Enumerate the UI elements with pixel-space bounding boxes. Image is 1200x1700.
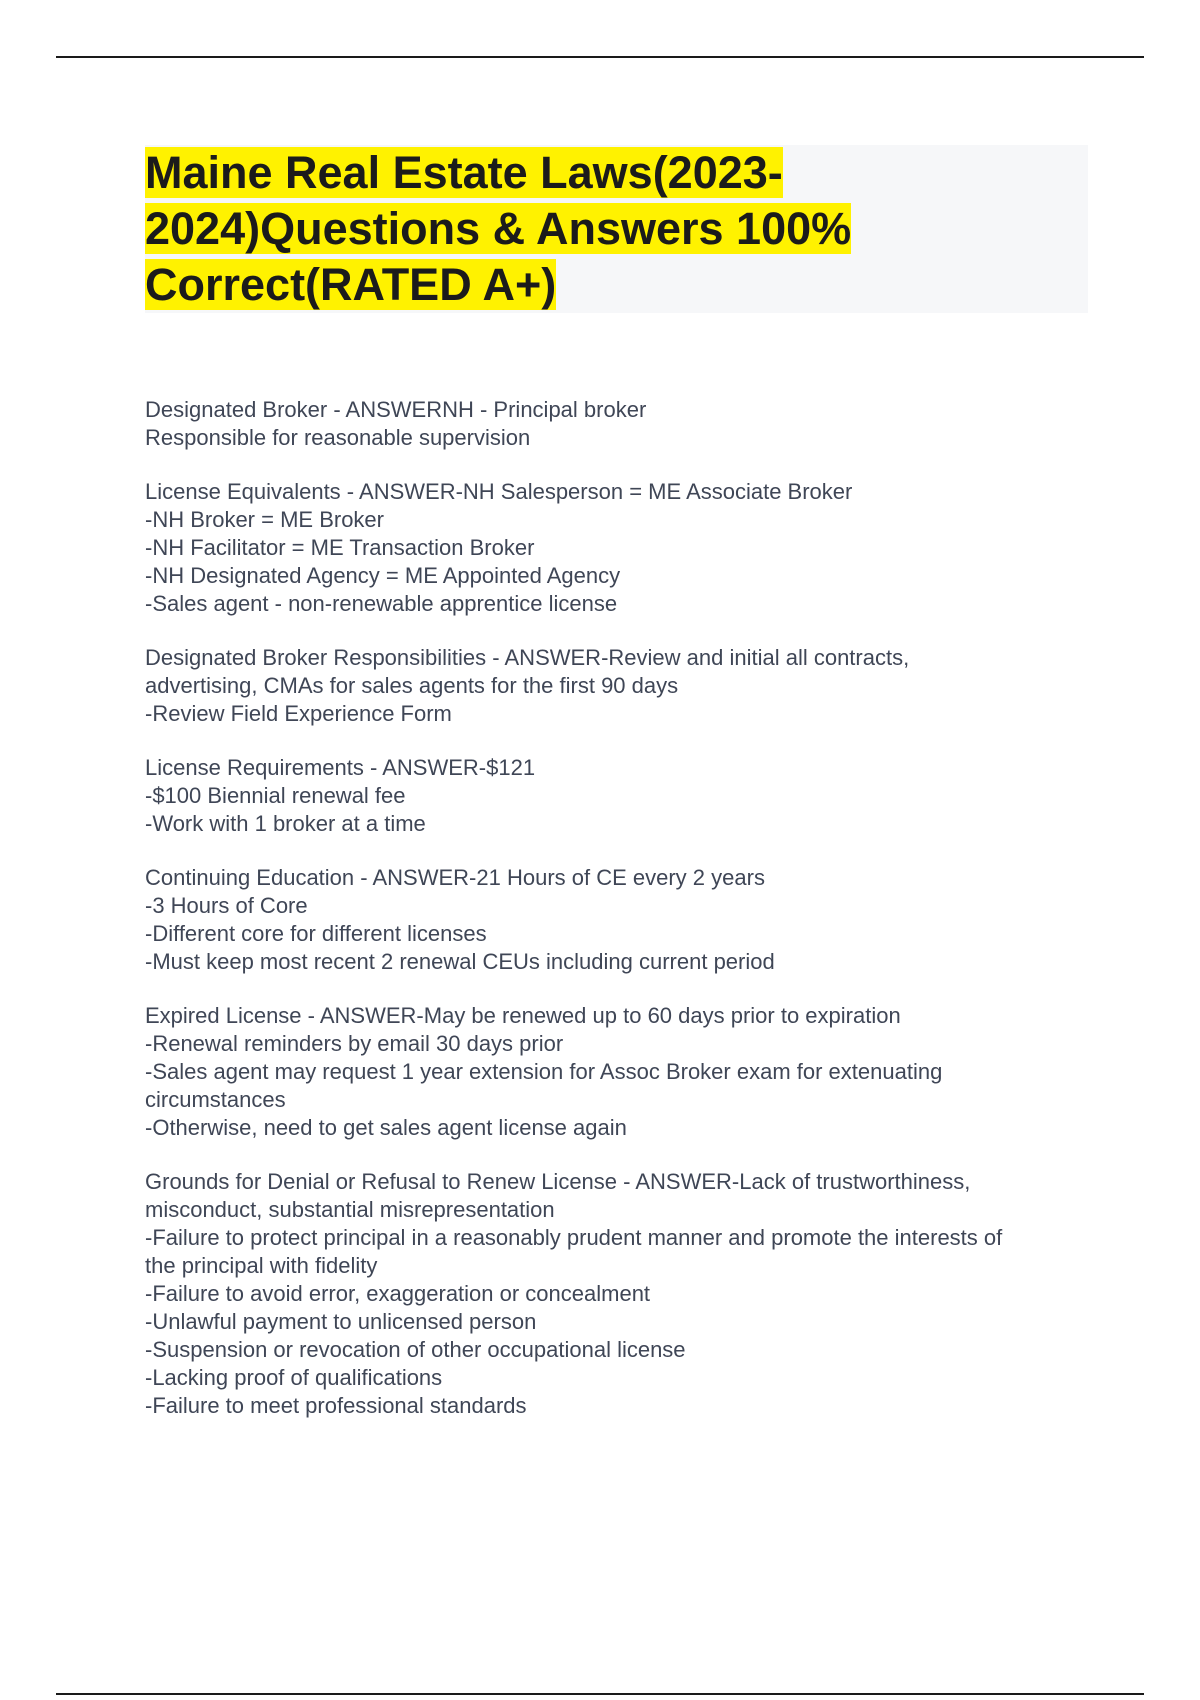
qa-answer-line: -NH Facilitator = ME Transaction Broker xyxy=(145,535,535,560)
qa-answer-line: -Renewal reminders by email 30 days prior xyxy=(145,1031,564,1056)
qa-entry xyxy=(145,396,1095,452)
qa-answer-line: -Failure to meet professional standards xyxy=(145,1393,527,1418)
document-title xyxy=(145,145,1088,313)
title-line: 2024)Questions & Answers 100% xyxy=(145,203,852,254)
qa-answer-line: -Must keep most recent 2 renewal CEUs including current period xyxy=(145,949,775,974)
qa-question-line: License Requirements - ANSWER-$121 xyxy=(145,755,536,780)
qa-answer-line: -$100 Biennial renewal fee xyxy=(145,783,406,808)
bottom-rule xyxy=(56,1693,1144,1695)
title-block xyxy=(145,145,1088,313)
qa-list xyxy=(145,396,1095,1446)
qa-entry xyxy=(145,864,1095,976)
qa-question-line: License Equivalents - ANSWER-NH Salesperson = ME Associate Broker xyxy=(145,479,853,504)
qa-entry xyxy=(145,644,1095,728)
qa-entry xyxy=(145,754,1095,838)
qa-answer-line: -Work with 1 broker at a time xyxy=(145,811,426,836)
qa-entry xyxy=(145,1168,1095,1420)
qa-answer-line: -Otherwise, need to get sales agent license again xyxy=(145,1115,627,1140)
qa-question-line: Grounds for Denial or Refusal to Renew License - ANSWER-Lack of trustworthiness, xyxy=(145,1169,971,1194)
qa-entry xyxy=(145,478,1095,618)
qa-question-line: Designated Broker - ANSWERNH - Principal broker xyxy=(145,397,647,422)
qa-answer-line: misconduct, substantial misrepresentation xyxy=(145,1197,555,1222)
qa-answer-line: advertising, CMAs for sales agents for the first 90 days xyxy=(145,673,679,698)
qa-answer-line: -Sales agent may request 1 year extension for Assoc Broker exam for extenuating xyxy=(145,1059,943,1084)
qa-answer-line: circumstances xyxy=(145,1087,286,1112)
qa-answer-line: the principal with fidelity xyxy=(145,1253,378,1278)
qa-question-line: Continuing Education - ANSWER-21 Hours of CE every 2 years xyxy=(145,865,765,890)
qa-answer-line: -Different core for different licenses xyxy=(145,921,487,946)
qa-answer-line: -Review Field Experience Form xyxy=(145,701,452,726)
qa-answer-line: Responsible for reasonable supervision xyxy=(145,425,531,450)
title-line: Correct(RATED A+) xyxy=(145,259,557,310)
qa-answer-line: -NH Designated Agency = ME Appointed Agency xyxy=(145,563,621,588)
qa-answer-line: -3 Hours of Core xyxy=(145,893,308,918)
title-line: Maine Real Estate Laws(2023- xyxy=(145,147,783,198)
qa-question-line: Expired License - ANSWER-May be renewed up to 60 days prior to expiration xyxy=(145,1003,901,1028)
qa-answer-line: -Failure to protect principal in a reasonably prudent manner and promote the interests of xyxy=(145,1225,1003,1250)
top-rule xyxy=(56,56,1144,58)
qa-entry xyxy=(145,1002,1095,1142)
qa-answer-line: -NH Broker = ME Broker xyxy=(145,507,384,532)
qa-answer-line: -Unlawful payment to unlicensed person xyxy=(145,1309,537,1334)
qa-answer-line: -Failure to avoid error, exaggeration or concealment xyxy=(145,1281,651,1306)
qa-question-line: Designated Broker Responsibilities - ANSWER-Review and initial all contracts, xyxy=(145,645,910,670)
qa-answer-line: -Lacking proof of qualifications xyxy=(145,1365,443,1390)
qa-answer-line: -Suspension or revocation of other occupational license xyxy=(145,1337,686,1362)
qa-answer-line: -Sales agent - non-renewable apprentice license xyxy=(145,591,618,616)
